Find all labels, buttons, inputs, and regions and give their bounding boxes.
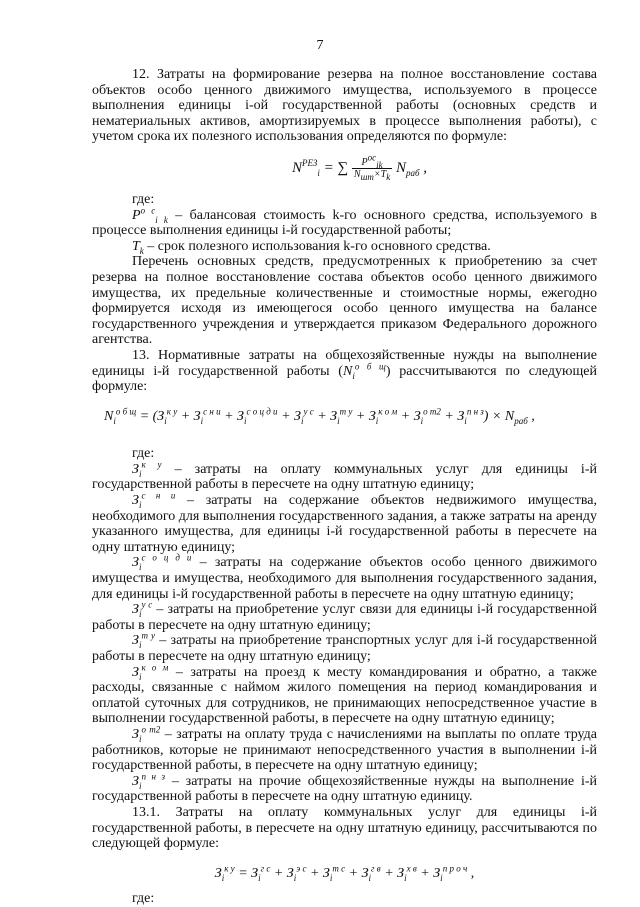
definition-balance-cost: $P^{о с}_{i k}$ – балансовая стоимость k-го основного средства, используемого в процессе выполнения единицы i-й государственной работы; [92,204,598,239]
document-body [92,67,597,907]
definition-real-estate: $З_i^{с н и}$ – затраты на содержание объектов недвижимого имущества, необходимого для выполнения государственного задания, а также затраты на аренду указанного имущества, для единицы i-й государственной работы в пересчете на одну штатную единицу; [92,490,597,555]
paragraph-12: 12. Затраты на формирование резерва на полное восстановление состава объектов особо ценного движимого имущества, используемого в процессе выполнения единицы i-ой государственной работы (основных средств и нематериальных активов, амортизируемых в процессе выполнения работы), с учетом срока их полезного использования определяются по формуле: [92,67,597,145]
definition-communication: $З_i^{у с}$ – затраты на приобретение услуг связи для единицы i-й государственной работы в пересчете на одну штатную единицу; [92,599,597,633]
where-label-1: где: [132,191,155,207]
page-number: 7 [316,38,324,53]
paragraph-list-of-assets: Перечень основных средств, предусмотренных к приобретению за счет резерва на полное восстановление состава объектов особо ценного движимого имущества, их предельные количественные и стоимостные нормы, ежегодно формируется исходя из имеющегося особо ценного имущества на балансе государственного учреждения и утверждается приказом Федерального дорожного агентства. [92,254,597,348]
definition-labor: $З_i^{о т2}$ – затраты на оплату труда с начислениями на выплаты по оплате труда работников, которые не принимают непосредственного участия в выполнении i-й государственной работы, в пересчете на одну штатную единицу; [92,724,598,774]
paragraph-13-1: 13.1. Затраты на оплату коммунальных услуг для единицы i-й государственной работы, в пересчете на одну штатную единицу, рассчитываются по следующей формуле: [92,804,597,852]
formula-utilities: $З_i^{к у} = З_i^{г с} + З_i^{э с} + З_i^{т с} + З_i^{г в} + З_i^{х в} + З_i^{п р о ч}$ , [214,863,475,883]
paragraph-13: 13. Нормативные затраты на общехозяйственные нужды на выполнение единицы i-й государственной работы $(N_i^{о б щ})$ рассчитываются по следующей формуле: [92,347,598,395]
where-label-2: где: [132,446,155,462]
formula-reserve: $N^{РЕЗ}_i$ = ∑ $\frac{P^{ос}_{ik}}{N_{шт}\times T_k}$ $N_{раб}$ , [291,152,427,182]
definition-useful-life: $T_k$ – срок полезного использования k-го основного средства. [132,238,491,256]
definition-other-needs: $З_i^{п н з}$ – затраты на прочие общехозяйственные нужды на выполнение i-й государственной работы в пересчете на одну штатную единицу. [92,771,597,805]
definition-transport: $З_i^{т у}$ – затраты на приобретение транспортных услуг для i-й государственной работы в пересчете на одну штатную единицу; [92,630,597,664]
formula-general-needs: $N_i^{о б щ} = (З_i^{к у} + З_i^{с н и} + З_i^{с о ц д и} + З_i^{у с} + З_i^{т у} + З_i^{к о м} + З_i^{о т2} + З_i^{п н з}) \times N_{раб}$ , [104,406,535,426]
where-label-3: где: [132,891,155,907]
definition-movable-property: $З_i^{с о ц д и}$ – затраты на содержание объектов особо ценного движимого имущества и имущества, необходимого для выполнения государственного задания, для единицы i-й государственной работы в пересчете на одну штатную единицу; [92,552,597,602]
definition-travel: $З_i^{к о м}$ – затраты на проезд к месту командирования и обратно, а также расходы, связанные с наймом жилого помещения на период командирования и оплатой суточных для сотрудников, не принимающих непосредственное участие в выполнении государственной работы, в пересчете на одну штатную единицу; [92,661,597,727]
definition-utilities: $З_i^{к у}$ – затраты на оплату коммунальных услуг для единицы i-й государственной работы в пересчете на одну штатную единицу; [92,459,597,493]
formula-fraction: $\frac{P^{ос}_{ik}}{N_{шт}\times T_k}$ [353,152,391,182]
